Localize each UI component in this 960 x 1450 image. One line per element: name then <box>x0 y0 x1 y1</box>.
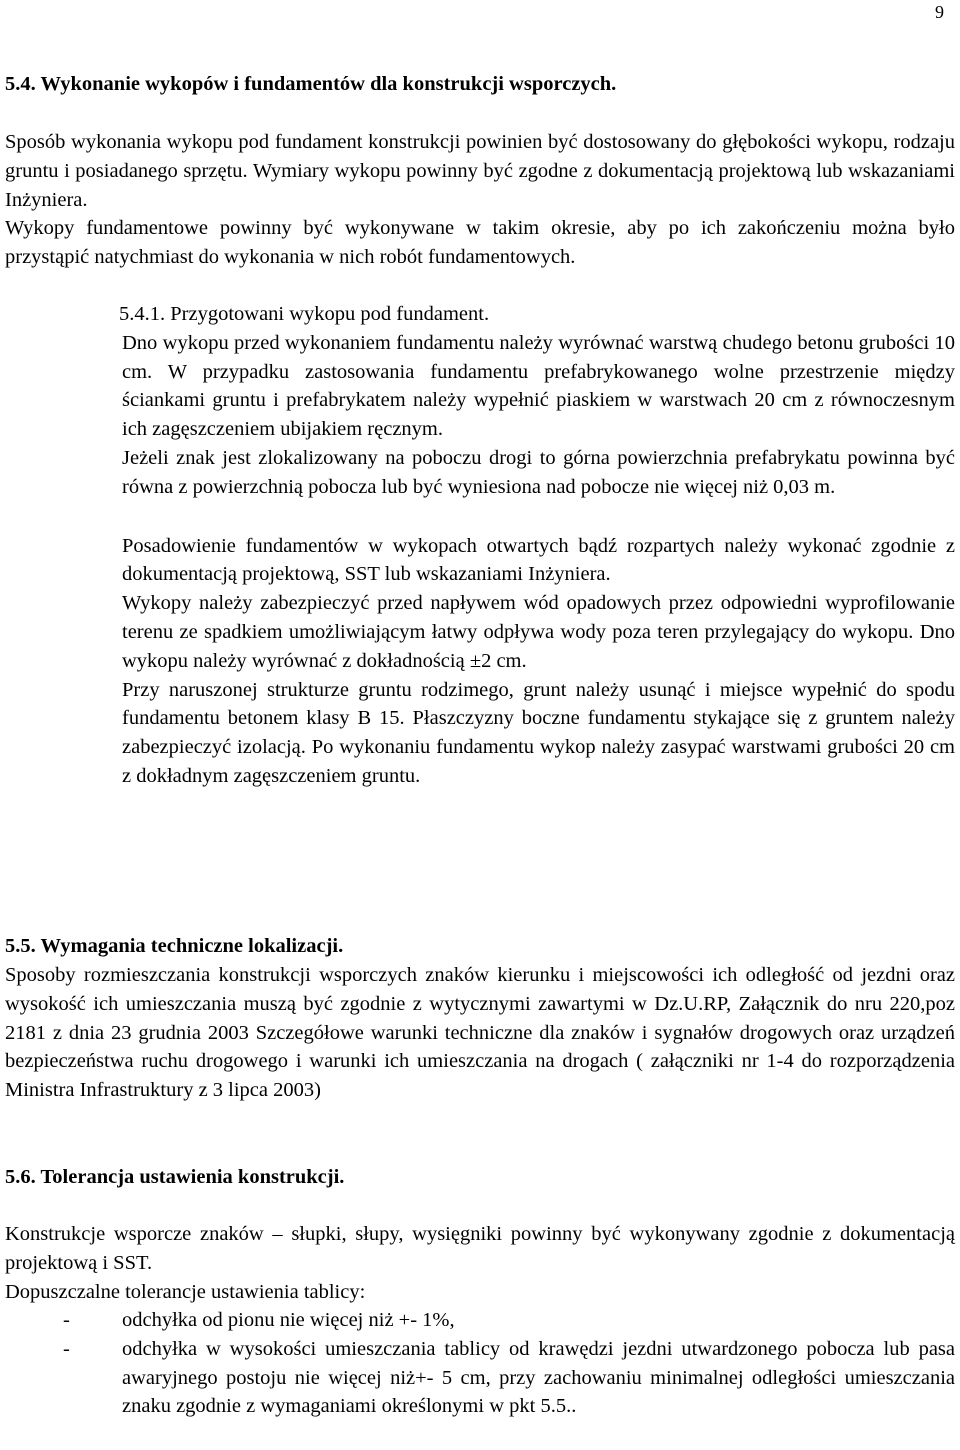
list-item-text: odchyłka w wysokości umieszczania tablicy od krawędzi jezdni utwardzonego pobocza lub pasa awaryjnego postoju nie więcej niż+- 5 cm, przy zachowaniu minimalnej odległości umieszczania znaku zgodnie z wymaganiami określonymi w pkt 5.5.. <box>122 1337 955 1418</box>
dash-bullet: - <box>63 1309 70 1331</box>
paragraph: Wykopy należy zabezpieczyć przed napływem wód opadowych przez odpowiedni wyprofilowanie terenu ze spadkiem umożliwiającym łatwy odpływa wody poza teren przylegający do wykopu. Dno wykopu należy wyrównać z dokładnością ±2 cm. <box>122 592 955 672</box>
paragraph: Sposób wykonania wykopu pod fundament konstrukcji powinien być dostosowany do głębokości wykopu, rodzaju gruntu i posiadanego sprzętu. Wymiary wykopu powinny być zgodne z dokumentacją projektową lub wskazaniami Inżyniera. <box>5 131 955 211</box>
paragraph: Sposoby rozmieszczania konstrukcji wsporczych znaków kierunku i miejscowości ich odległość od jezdni oraz wysokość ich umieszczania muszą być zgodnie z wytycznymi zawartymi w Dz.U.RP, Załącznik do nru 220,poz 2181 z dnia 23 grudnia 2003 Szczegółowe warunki techniczne dla znaków i sygnałów drogowych oraz urządzeń bezpieczeństwa ruchu drogowego i warunki ich umieszczania na drogach ( załączniki nr 1-4 do rozporządzenia Ministra Infrastruktury z 3 lipca 2003) <box>5 964 955 1102</box>
section-5-6-body <box>5 1220 955 1306</box>
page-number: 9 <box>935 2 944 22</box>
section-5-6-heading: 5.6. Tolerancja ustawienia konstrukcji. <box>5 1166 345 1188</box>
list-item <box>5 1335 955 1421</box>
list-item-text: odchyłka od pionu nie więcej niż +- 1%, <box>122 1309 455 1331</box>
paragraph: Jeżeli znak jest zlokalizowany na poboczu drogi to górna powierzchnia prefabrykatu powinna być równa z powierzchnią pobocza lub być wyniesiona nad pobocze nie więcej niż 0,03 m. <box>122 446 955 498</box>
subsection-5-4-1 <box>119 300 955 791</box>
subsection-5-4-1-heading: 5.4.1. Przygotowani wykopu pod fundament. <box>119 303 490 325</box>
section-5-4-body <box>5 128 955 272</box>
paragraph: Przy naruszonej strukturze gruntu rodzimego, grunt należy usunąć i miejsce wypełnić do spodu fundamentu betonem klasy B 15. Płaszczyzny boczne fundamentu stykające się z gruntem należy zabezpieczyć izolacją. Po wykonaniu fundamentu wykop należy zasypać warstwami grubości 20 cm z dokładnym zagęszczeniem gruntu. <box>122 678 955 787</box>
list-item <box>5 1306 955 1335</box>
paragraph: Posadowienie fundamentów w wykopach otwartych bądź rozpartych należy wykonać zgodnie z dokumentacją projektową, SST lub wskazaniami Inżyniera. <box>122 534 955 586</box>
paragraph: Dopuszczalne tolerancje ustawienia tablicy: <box>5 1280 366 1303</box>
section-5-5-heading: 5.5. Wymagania techniczne lokalizacji. <box>5 935 344 957</box>
paragraph: Wykopy fundamentowe powinny być wykonywane w takim okresie, aby po ich zakończeniu można było przystąpić natychmiast do wykonania w nich robót fundamentowych. <box>5 217 955 269</box>
paragraph: Konstrukcje wsporcze znaków – słupki, słupy, wysięgniki powinny być wykonywany zgodnie z dokumentacją projektową i SST. <box>5 1223 955 1274</box>
paragraph: Dno wykopu przed wykonaniem fundamentu należy wyrównać warstwą chudego betonu grubości 10 cm. W przypadku zastosowania fundamentu prefabrykowanego wolne przestrzenie między ściankami gruntu i prefabrykatem należy wypełnić piaskiem w warstwach 20 cm z równoczesnym ich zagęszczeniem ubijakiem ręcznym. <box>122 331 955 441</box>
tolerance-list <box>5 1306 955 1421</box>
section-5-4-heading: 5.4. Wykonanie wykopów i fundamentów dla konstrukcji wsporczych. <box>5 73 617 95</box>
section-5-5-body <box>5 961 955 1105</box>
dash-bullet: - <box>63 1337 70 1360</box>
